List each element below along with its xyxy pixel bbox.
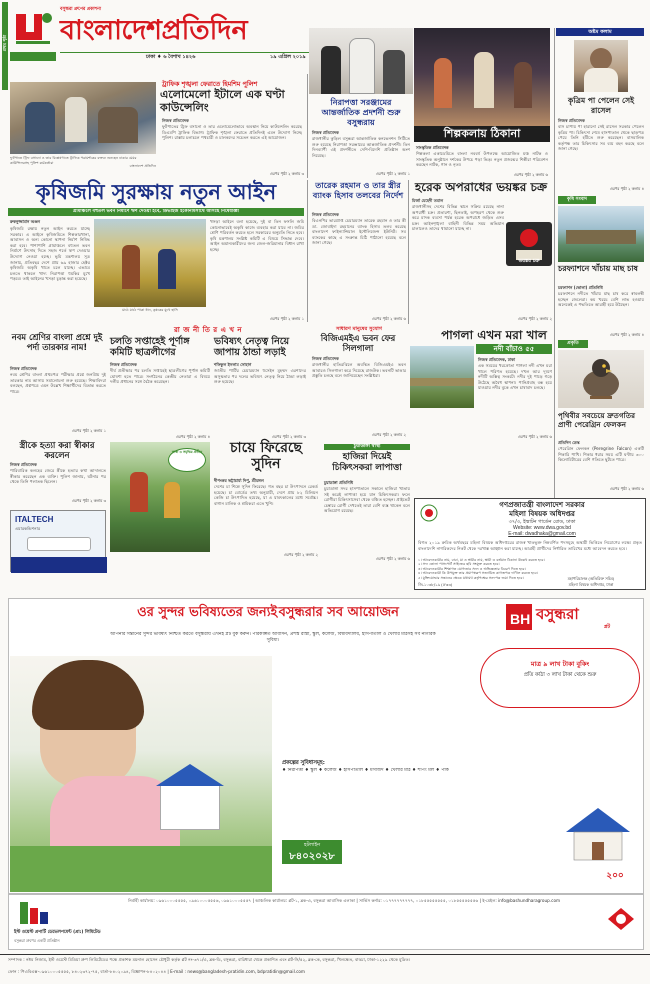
politics-byline2: শফিকুল ইসলাম সোহাগ <box>214 362 252 367</box>
masthead-date-en: ১৯ এপ্রিল ২০১৯ <box>270 54 306 60</box>
imprint-text2: ফোন : পিএবিএক্স-০৯৬১০০০৫৫৫৫, ৮৪০২৩৭২-৭৫, বার্তা-৮৪০২০৯৪, বিজ্ঞাপন-৮৪০২০৪৪ | E-mail : news@bangladesh-pratidin.com, bdpratidin@gmail.com <box>8 969 306 974</box>
politics-body2: জাতীয় পার্টির চেয়ারম্যান হুসেইন মুহম্মদ এরশাদের অসুস্থতার পর দলের ভবিষ্যৎ নেতৃত্ব নিয়ে ঠান্ডা লড়াই শুরু হয়েছে। <box>214 368 306 385</box>
gov-item: ৩। আবেদনকারীর শিক্ষাগত যোগ্যতার সনদ ও অভিজ্ঞতার বিবরণ দিতে হবে। <box>418 566 526 571</box>
rasel-byline: নিজস্ব প্রতিবেদক <box>558 118 585 123</box>
bgmea-body: রাজধানীর হাতিরঝিলে অবস্থিত বিজিএমইএ ভবন আবারও সিলগালা করে দিয়েছে রাজউক। ভবনটি ভাঙার প্রস্তুতি চলছে বলে জানিয়েছেন সংশ্লিষ্টরা। <box>312 362 406 379</box>
hazira-kicker: চুয়াডাঙ্গা স্বাস্থ্য <box>324 444 410 450</box>
gov-title1: গণপ্রজাতন্ত্রী বাংলাদেশ সরকার <box>499 501 585 509</box>
security-expo-byline: নিজস্ব প্রতিবেদক <box>312 130 339 135</box>
security-expo-photo <box>309 28 413 94</box>
lead-body2: খসড়া আইনে বলা হয়েছে, দুই বা তিন ফসলি জমি কোনোভাবেই অকৃষি কাজে ব্যবহার করা যাবে না। জমির শ্রেণি পরিবর্তন করতে হলে সরকারের অনুমতি নিতে হবে। কৃষি মন্ত্রণালয় সংশ্লিষ্ট কমিটি এ বিষয়ে সিদ্ধান্ত দেবে। আইন অমান্যকারীদের জন্য জেল-জরিমানার বিধান রাখা হচ্ছে। <box>210 219 304 252</box>
gov-email[interactable]: E-mail: dwadhaka@gmail.com <box>508 531 576 537</box>
politics-headline2: ভবিষ্যৎ নেতৃত্ব নিয়ে জাপায় ঠান্ডা লড়াই <box>214 336 289 358</box>
ad-headline-red2: বসুন্ধরার সব আয়োজন <box>278 605 399 620</box>
politics-body: দীর্ঘ প্রতীক্ষার পর চলতি সপ্তাহেই ছাত্রলীগের পূর্ণাঙ্গ কমিটি ঘোষণা হতে পারে। সংগঠনের কেন্দ্রীয় নেতারা এ বিষয়ে দলীয় প্রধানের সঙ্গে বৈঠক করেছেন। <box>110 368 210 385</box>
hazira-headline: হাজিরা দিয়েই চিকিৎসকরা লাপাত্তা <box>332 452 402 473</box>
ad-offer1: মাত্র ৯ লাখ টাকা বুকিং <box>530 660 590 668</box>
fish-cage-headline: চরফ্যাশনে খাঁচায় মাছ চাষ <box>558 264 638 273</box>
fish-cage-byline: চরফ্যাশন (ভোলা) প্রতিনিধি <box>558 285 603 290</box>
politics-cont: এরপর পৃষ্ঠা ২ কলাম ৪ <box>175 434 210 439</box>
ad-child-photo <box>10 656 272 892</box>
gov-item: ১। আবেদনকারীর নাম, বাবা, মা ও স্বামীর নাম, স্থায়ী ও বর্তমান ঠিকানা উল্লেখ করতে হবে। <box>418 558 545 562</box>
traffic-headline: এলোমেলো ইটালে এক ঘণ্টা কাউন্সেলিং <box>160 88 285 114</box>
crime-headline: হরেক অপরাধের ভয়ঙ্কর চক্র <box>414 180 548 194</box>
imprint-text: সম্পাদক : নঈম নিজাম, ইস্ট ওয়েস্ট মিডিয়া গ্রুপ লিমিটেডের পক্ষে প্রকাশক ময়নাল হোসেন চৌধুরী কর্তৃক প্লট নং-৩৭১/এ, ব্লক-ডি, বসুন্ধরা, বারিধারা থেকে প্রকাশিত এবং প্লট-সি/৫২, ব্লক-কে, বসুন্ধরা, খিলক্ষেত, বাড্ডা, ঢাকা-১২২৯ থেকে মুদ্রিত। <box>8 957 411 962</box>
hazira-byline: চুয়াডাঙ্গা প্রতিনিধি <box>324 480 354 485</box>
art-byline: সাংস্কৃতিক প্রতিবেদক <box>416 145 449 150</box>
gov-item: ৪। আবেদনকারী কি উপযুক্ত তার প্রমাণস্বরূপ সত্যায়িত কাগজপত্র দাখিল করতে হবে। <box>418 571 538 576</box>
ad-brand-sub: প্লট <box>604 624 611 630</box>
wife-body: পারিবারিক কলহের জেরে স্ত্রীকে হত্যার কথা আদালতে স্বীকার করেছেন এক ব্যক্তি। পুলিশ জানায়, ঘটনার পর থেকে তিনি পলাতক ছিলেন। <box>10 468 106 485</box>
exam-cont: এরপর পৃষ্ঠা ২ কলাম ১ <box>71 428 106 433</box>
crime-byline: মির্জা মেহেদী তমাল <box>412 198 444 203</box>
ad-brand: বসুন্ধরা <box>536 605 579 623</box>
date-bar <box>60 52 326 61</box>
tarek-body: বিএনপির ভারপ্রাপ্ত চেয়ারম্যান তারেক রহমান ও তার স্ত্রী ডা. জোবাইদা রহমানের ব্যাংক হিসাব তলব করেছে বাংলাদেশ ফাইন্যান্সিয়াল ইন্টেলিজেন্স ইউনিট। সব ব্যাংকের কাছে এ সংক্রান্ত চিঠি পাঠানো হয়েছে বলে জানা গেছে। <box>312 218 406 246</box>
gov-title2: মহিলা বিষয়ক অধিদপ্তর <box>509 510 575 518</box>
politics-cont2: এরপর পৃষ্ঠা ২ কলাম ৩ <box>271 434 306 439</box>
tea-body: দেশের চা শিল্পে সুদিন ফিরেছে। গত বছর চা উৎপাদনে রেকর্ড হয়েছে। চা বোর্ডের তথ্য অনুযায়ী, দেশে প্রায় ৮২ মিলিয়ন কেজি চা উৎপাদিত হয়েছে, যা এ যাবৎকালের মধ্যে সর্বোচ্চ। বাগান মালিক ও শ্রমিকরা এতে খুশি। <box>214 484 318 506</box>
lead-byline: রুকনুজ্জামান অঞ্জন <box>10 219 41 224</box>
crime-body: রাজধানীসহ দেশের বিভিন্ন স্থানে সক্রিয় রয়েছে নানা অপরাধী চক্র। প্রতারণা, ছিনতাই, অপহরণ থেকে শুরু করে মাদক ব্যবসা পর্যন্ত হরেক অপরাধে জড়িত এসব চক্র। আইনশৃঙ্খলা বাহিনী বিভিন্ন সময় অভিযান চালালেও তাদের থামানো যাচ্ছে না। <box>412 204 504 232</box>
wife-byline: নিজস্ব প্রতিবেদক <box>10 462 37 467</box>
gov-signer2: মহিলা বিষয়ক অধিদপ্তর, ঢাকা <box>568 582 614 587</box>
ad-cert: ২০০ <box>606 871 624 881</box>
ad-headline-red: ওর সুন্দর ভবিষ্যতের জন্যই <box>137 605 278 620</box>
river-headline: পাগলা এখন মরা খাল <box>441 328 547 342</box>
paddy-photo <box>94 219 206 307</box>
fish-cage-photo <box>558 206 644 262</box>
bgmea-kicker: সাধারণ মানুষের সুযোগ <box>336 326 382 332</box>
ad-hotline-label: হটলাইন <box>303 842 321 848</box>
italtech-ac-unit <box>27 537 91 551</box>
italtech-sub: এয়ারকন্ডিশনার <box>15 526 41 531</box>
security-expo-headline: নিরাপত্তা সরঞ্জামের আন্তর্জাতিক প্রদর্শনী শুরু বসুন্ধরায় <box>321 98 401 127</box>
lead-cont: এরপর পৃষ্ঠা ২ কলাম ১ <box>269 316 304 321</box>
masthead-tagline: বসুন্ধরা গ্রুপের প্রকাশনা <box>60 7 101 12</box>
gov-website[interactable]: Website: www.dwa.gov.bd <box>513 525 571 531</box>
italtech-strip <box>11 557 107 573</box>
ad-body: আপনার সন্তানের সুন্দর ভবিষ্যৎ নিশ্চিত করতে বসুন্ধরায় এখনই প্লট বুক করুন। পরিকল্পিত আবাসন, প্রশস্ত রাস্তা, স্কুল, কলেজ, বিশ্ববিদ্যালয়, হাসপাতাল ও খেলার মাঠসহ সব নাগরিক সুবিধা। <box>110 632 436 643</box>
security-expo-body: রাজধানীর কুড়িল বসুন্ধরা আন্তর্জাতিক কনভেনশন সিটিতে শুরু হয়েছে নিরাপত্তা সরঞ্জামের আন্তর্জাতিক প্রদর্শনী। তিন দিনব্যাপী এই প্রদর্শনীতে দেশি-বিদেশি প্রতিষ্ঠান অংশ নিয়েছে। <box>312 136 410 158</box>
crime-badge: ভয়ঙ্কর চক্র <box>518 258 540 264</box>
hazira-body: চুয়াডাঙ্গা সদর হাসপাতালে সকালে হাজিরা খাতায় সই করেই লাপাত্তা হয়ে যান চিকিৎসকরা। ফলে রোগীরা চিকিৎসাসেবা থেকে বঞ্চিত হচ্ছেন। প্রাইভেট চেম্বারে রোগী দেখতেই তারা বেশি ব্যস্ত থাকেন বলে অভিযোগ রয়েছে। <box>324 486 410 514</box>
gov-item: ২। সদ্য তোলা পাসপোর্ট সাইজের ছবি সংযুক্ত করতে হবে। <box>418 562 500 567</box>
masthead-title-part1: বাংলাদেশ <box>60 15 162 46</box>
traffic-photo <box>10 82 156 154</box>
italtech-ad[interactable] <box>10 510 106 572</box>
art-body: শিল্পকলা একাডেমিতে বাংলা নববর্ষ উপলক্ষে আয়োজিত মঞ্চ নাটক ও সাংস্কৃতিক অনুষ্ঠানে দর্শকের উপচে পড়া ভিড়। নতুন প্রজন্মের শিল্পীরা পরিবেশন করছেন নাটক, গান ও নৃত্য। <box>416 151 548 168</box>
ad-offer2: প্রতি কাঠা ৩ লাখ টাকা থেকে শুরু <box>523 672 597 678</box>
lead-divider <box>307 180 308 322</box>
gov-ref: জি-১০৩৮/১৯ (৫'x৩) <box>418 582 453 587</box>
gov-item: ৫। মুক্তিযোদ্ধার সন্তানের ক্ষেত্রে যথাযথ কর্তৃপক্ষের সনদপত্র জমা দিতে হবে। <box>418 575 524 580</box>
falcon-cont: এরপর পৃষ্ঠা ২ কলাম ৬ <box>609 486 644 491</box>
security-expo-cont: এরপর পৃষ্ঠা ২ কলাম ১ <box>375 171 410 176</box>
lead-headline: কৃষিজমি সুরক্ষায় নতুন আইন <box>35 180 277 204</box>
art-headline: শিল্পকলায় ঠিকানা <box>443 127 521 140</box>
tea-photo <box>110 442 210 552</box>
falcon-headline: পৃথিবীর সবচেয়ে দ্রুতগতির প্রাণী পেরেগ্রিন ফেলকন <box>558 411 636 429</box>
exam-byline: নিজস্ব প্রতিবেদক <box>10 366 37 371</box>
tarek-cont: এরপর পৃষ্ঠা ২ কলাম ৬ <box>371 316 406 321</box>
mid-divider <box>408 180 409 324</box>
fish-cage-cont: এরপর পৃষ্ঠা ২ কলাম ৪ <box>609 332 644 337</box>
rasel-photo <box>574 40 628 92</box>
right-col-header-text: অষ্টম কলাম <box>588 29 612 35</box>
footer-ad-offices: নির্বাহী কার্যালয়: ০৯৬১০০০৫৫৫৫, ০৯৬১০০০৫৫৫৬, ০৯৬১০০০৫৫৫৭ | আঞ্চলিক কার্যালয়: প্লট-১, ব্লক-এ, বসুন্ধরা আবাসিক এলাকা | সার্ভিস কর্নার: ০১৭৭৭৭৭৭৭৭৭, ০১৮৫৫৫৫৫৫৫৫, ০১৮৫৫৫৫৫৫৫৬ | ই-মেইল: info@bashundharagroup.com <box>128 898 561 903</box>
tarek-byline: নিজস্ব প্রতিবেদক <box>312 212 339 217</box>
traffic-photo-caption: ফুটপাতে ট্রিফ বসানো ও তার বিশ্লেষণাতে ট্রাফিক পরামর্শকের বক্তব্য শুনছেন ঢাকার মেয়র কাউন্সিলরসহ পুলিশ কর্মকর্তারা <box>10 156 137 165</box>
rasel-headline: কৃত্রিম পা পেলেন সেই রাসেল <box>567 96 635 115</box>
exam-body: নবম শ্রেণির বাংলা প্রথমপত্র পরীক্ষার প্রশ্নে জনপ্রিয় দুই তারকার নাম আসায় সমালোচনা শুরু হয়েছে। শিক্ষাবিদরা বলছেন, প্রশ্নপত্রে এমন উল্লেখ শিক্ষার্থীদের বিভ্রান্ত করতে পারে। <box>10 372 106 394</box>
politics-section-label: রা জ নী তি র এ খ ন <box>173 326 243 334</box>
traffic-photo-credit: বাংলাদেশ প্রতিদিন <box>129 164 156 168</box>
rasel-body: বাস চাপায় পা হারানো সেই রাসেল সরকার পেলেন কৃত্রিম পা। চিকিৎসা শেষে হাসপাতাল থেকে ছাড়পত্র পেয়ে তিনি হাঁটতে শুরু করেছেন। বাসমালিক কর্তৃপক্ষ তার চিকিৎসার সব ব্যয় বহন করছে বলে জানা গেছে। <box>558 124 644 152</box>
politics-byline: নিজস্ব প্রতিবেদক <box>110 362 137 367</box>
footer-ad-company: ইস্ট ওয়েস্ট প্রপার্টি ডেভেলপমেন্ট (প্রা:) লিমিটেড <box>14 930 101 935</box>
gov-signer1: মহাপরিচালক (অতিরিক্ত সচিব) <box>567 576 615 581</box>
rasel-cont: এরপর পৃষ্ঠা ২ কলাম ৪ <box>609 186 644 191</box>
exam-headline: নবম শ্রেণির বাংলা প্রশ্নে দুই পর্দা তারকার নাম! <box>11 332 103 352</box>
italtech-brand: ITALTECH <box>15 515 54 524</box>
traffic-byline: নিজস্ব প্রতিবেদক <box>162 118 189 123</box>
footer-ad-company-sub: বসুন্ধরা গ্রুপের একটি প্রতিষ্ঠান <box>14 938 60 943</box>
ad-headline <box>108 604 428 622</box>
bgmea-cont: এরপর পৃষ্ঠা ২ কলাম ২ <box>371 432 406 437</box>
falcon-photo <box>558 350 644 408</box>
footer-ad-logo <box>14 898 54 928</box>
art-cont: এরপর পৃষ্ঠা ২ কলাম ৬ <box>513 172 548 177</box>
hazira-cont: এরপর পৃষ্ঠা ২ কলাম ৬ <box>375 556 410 561</box>
masthead-title-part2: প্রতিদিন <box>161 15 248 46</box>
gov-body: বিগত ২০১৯ ক্রমিক অর্থবছরে মহিলা বিষয়ক অধিদপ্তরের রাজস্ব খাতভুক্ত নিম্নবর্ণিত পদসমূহে অস্থায়ী ভিত্তিতে নিয়োগের লক্ষ্যে প্রকৃত বাংলাদেশি নাগরিকদের নিকট থেকে দরখাস্ত আহ্বান করা যাচ্ছে। আগ্রহী প্রার্থীদের নির্ধারিত তারিখের মধ্যে আবেদন করতে হবে। <box>418 540 642 551</box>
crime-cont: এরপর পৃষ্ঠা ২ কলাম ২ <box>517 316 552 321</box>
masthead-day-box <box>10 52 56 61</box>
gov-emblem <box>420 504 438 522</box>
bgmea-headline: বিজিএমইএ ভবন ফের সিলগালা <box>320 333 396 353</box>
masthead-logo <box>12 6 54 46</box>
tea-photo-badge-text: স্বাস্থ্য ও সমৃদ্ধির প্রতীক <box>171 450 203 454</box>
tea-headline: চায়ে ফিরেছে সুদিন <box>229 440 303 472</box>
masthead-place-date: ঢাকা ♦ ৬ বৈশাখ ১৪২৬ <box>146 54 196 60</box>
svg-text:BH: BH <box>510 611 531 627</box>
traffic-cont: এরপর পৃষ্ঠা ২ কলাম ৩ <box>269 171 304 176</box>
krishi-label: কৃষি সংবাদ <box>567 197 587 202</box>
traffic-body: ফুটপাতের ট্রিফ বসানো ও তার এলোমেলোভাবে অবস্থান নিয়ে কাউন্সেলিং করেছে ডিএমপি ট্রাফিক বিভাগ। ট্রাফিক শৃঙ্খলা ফেরাতে প্রতিদিনই এমন উদ্যোগ নিচ্ছে পুলিশ। রাস্তায় চলাচলে পথচারী ও চালকদের সচেতন করতে এই আয়োজন। <box>162 124 302 141</box>
tea-byline: দীপংকর ভট্টাচার্য্য দিপু, শ্রীমঙ্গল <box>214 478 264 483</box>
river-cont: এরপর পৃষ্ঠা ২ কলাম ৬ <box>517 434 552 439</box>
lead-strap: গ্রামাঞ্চলে বহুতল ভবন নির্মাণে ঋণ দেওয়া হবে, ডিভাইজ ইকোনমিসাথে আসছে নিষেধাজ্ঞা <box>72 209 240 214</box>
footer-ad-emblem <box>604 904 638 934</box>
paddy-photo-caption: মাঠে মাঠে পাকা ধান, কৃষকের মুখে হাসি <box>122 308 178 312</box>
ad-house-illustration <box>556 802 640 866</box>
fish-cage-body: চরফ্যাশনে নদীতে খাঁচায় মাছ চাষ করে স্বাবলম্বী হচ্ছেন জেলেরা। কম খরচে বেশি লাভ হওয়ায় অনেকেই এ পদ্ধতিতে আগ্রহী হয়ে উঠছেন। <box>558 291 644 308</box>
ad-hotline[interactable]: ৮৪০২০২৮ <box>289 851 335 862</box>
river-photo <box>410 346 474 408</box>
ad-features-title: প্রকল্পের সুবিধাসমূহ: <box>282 760 325 766</box>
side-label-text: প্রথম পৃষ্ঠা <box>2 34 7 52</box>
wife-headline: স্ত্রীকে হত্যা করা স্বীকার করলেন <box>19 440 95 460</box>
gov-address: ৩৭/৩, ইস্কাটন গার্ডেন রোড, ঢাকা <box>508 519 576 525</box>
politics-headline: চলতি সপ্তাহেই পূর্ণাঙ্গ কমিটি ছাত্রলীগের <box>110 336 190 358</box>
tea-cont: এরপর পৃষ্ঠা ২ কলাম ২ <box>283 552 318 557</box>
traffic-kicker: ট্রাফিক শৃঙ্খলা ফেরাতে হিমশিম পুলিশ <box>162 80 258 88</box>
wife-cont: এরপর পৃষ্ঠা ২ কলাম ৩ <box>71 498 106 503</box>
falcon-body: পেরেগ্রিন ফেলকন (Peregrine Falcon) একটি শিকারি পাখি। শিকার ধরার সময় এটি ঘণ্টায় ৩০০ কিলোমিটারের বেশি গতিতে ছুটতে পারে। <box>558 446 644 463</box>
river-series: নদী বাঁচাও ৫৫ <box>493 345 535 353</box>
falcon-byline: প্রতিদিন ডেস্ক <box>558 440 580 445</box>
right-col-divider <box>554 28 555 498</box>
art-photo <box>414 28 550 126</box>
ad-features: ♦ নিরাপত্তা ♦ স্কুল ♦ কলেজ ♦ হাসপাতাল ♦ মসজিদ ♦ খেলার মাঠ ♦ শপিং মল ♦ পার্ক <box>282 768 449 773</box>
lead-body: কৃষিজমি রক্ষায় নতুন আইন করতে যাচ্ছে সরকার। এ আইনে কৃষিজমিতে শিল্পকারখানা, আবাসন ও অন্য কোনো স্থাপনা নির্মাণ নিষিদ্ধ করা হবে। পাশাপাশি গ্রামাঞ্চলে বহুতল ভবন নির্মাণে উৎসাহ দিতে সহজ শর্তে ঋণ দেওয়ার উদ্যোগ নেওয়া হচ্ছে। ভূমি মন্ত্রণালয় সূত্র জানায়, প্রতিবছর দেশে প্রায় ৬৯ হাজার হেক্টর কৃষিজমি অকৃষি খাতে চলে যাচ্ছে। এভাবে চলতে থাকলে খাদ্য নিরাপত্তা হুমকির মুখে পড়বে। তাই আইনের খসড়া চূড়ান্ত করা হয়েছে। <box>10 226 90 282</box>
tarek-headline: তারেক রহমান ও তার স্ত্রীর ব্যাংক হিসাব তলবের নির্দেশ <box>312 180 404 200</box>
prokriti-label: প্রকৃতি <box>567 341 579 346</box>
river-body: এক সময়ের খরস্রোতা পাগলা নদী এখন মরা খালে পরিণত হয়েছে। দখল আর দূষণে নদীটি অস্তিত্ব সংকটে। নদীর দুই পাড়ে গড়ে উঠেছে অবৈধ স্থাপনা। পানিপ্রবাহ বন্ধ হয়ে যাওয়ায় নদীর বুকে এখন চাষাবাদ চলছে। <box>478 363 552 391</box>
bgmea-byline: নিজস্ব প্রতিবেদক <box>312 356 339 361</box>
river-byline: নিজস্ব প্রতিবেদক, ঢাকা <box>478 357 516 362</box>
col-divider <box>307 74 308 178</box>
masthead-title <box>60 13 320 49</box>
